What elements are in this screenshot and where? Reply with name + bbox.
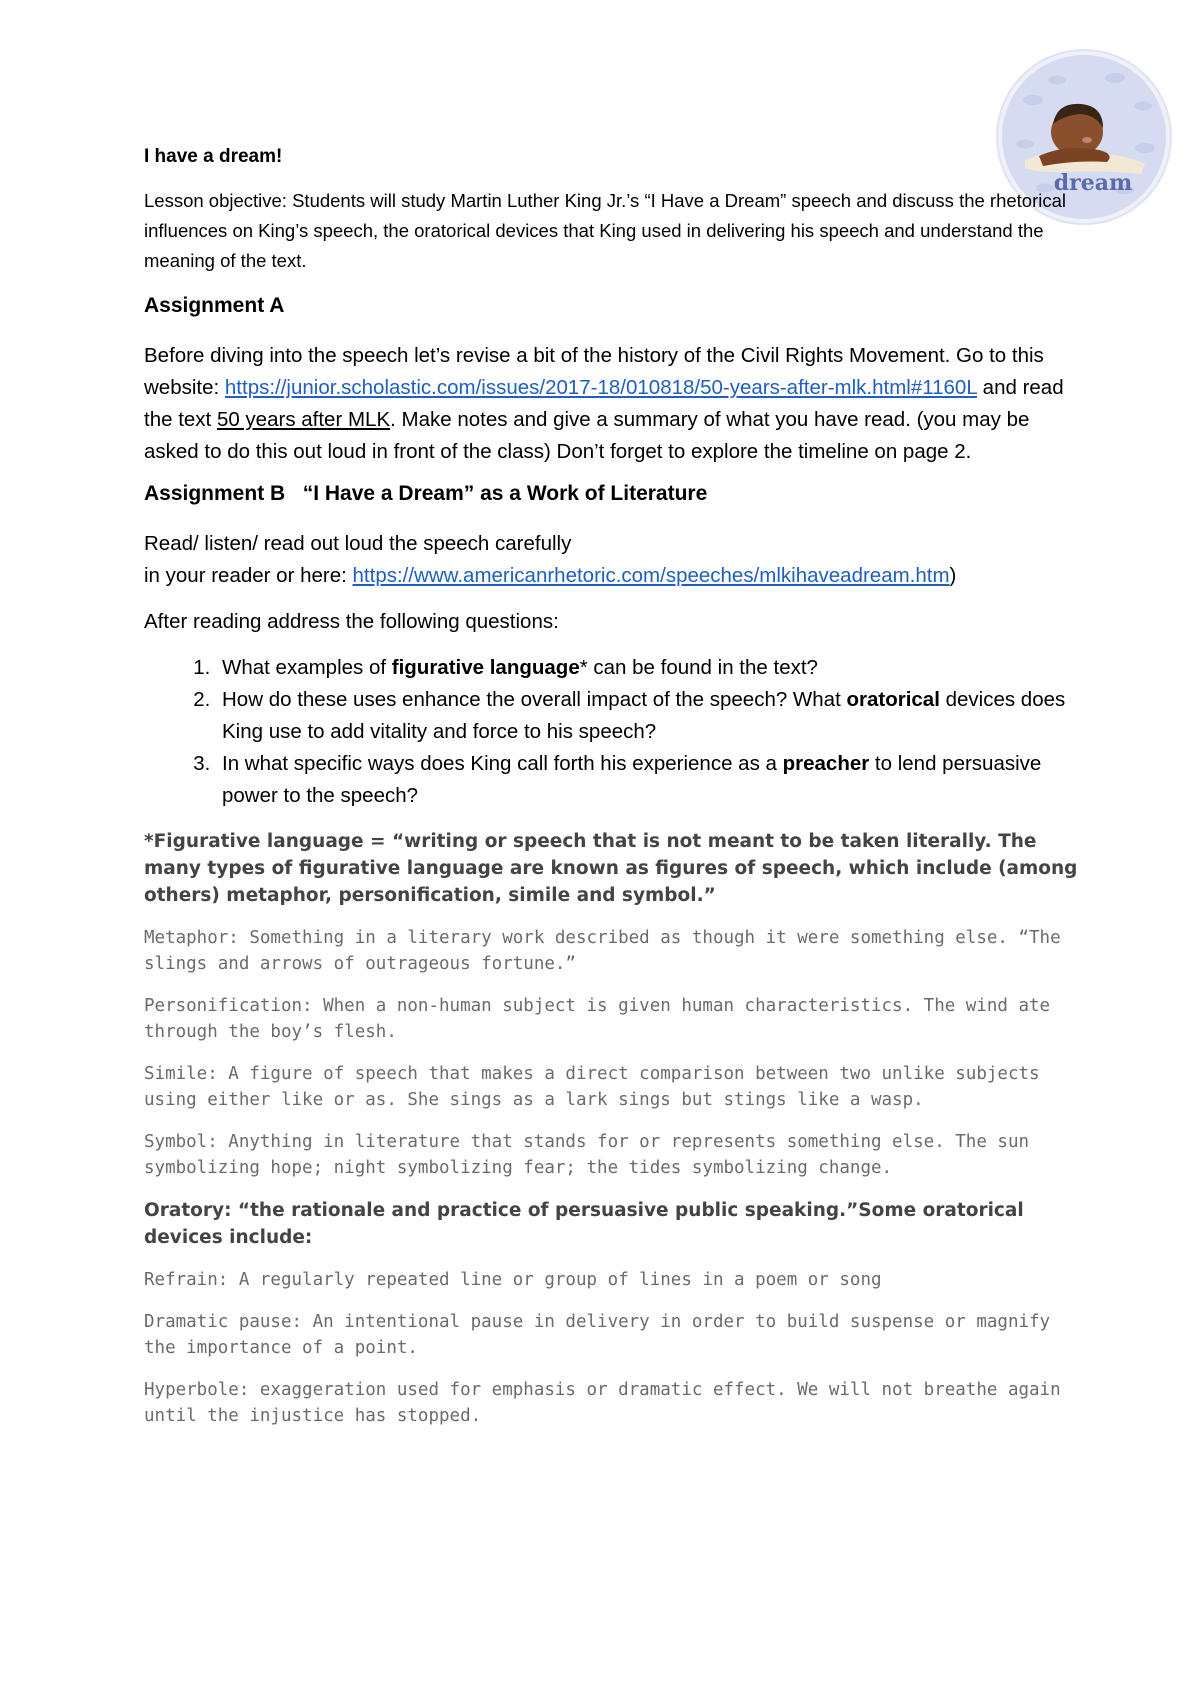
- read-instruction: Read/ listen/ read out loud the speech carefully: [144, 532, 572, 555]
- oratory-text: “the rationale and practice of persuasive public speaking.”Some oratorical devices include:: [144, 1200, 1024, 1248]
- article-title: 50 years after MLK: [216, 408, 391, 431]
- dramatic-pause-definition: Dramatic pause: An intentional pause in delivery in order to build suspense or magnify the importance of a point.: [144, 1312, 1051, 1358]
- question-list: [144, 652, 1084, 812]
- hyperbole-definition: Hyperbole: exaggeration used for emphasis or dramatic effect. We will not breathe again until the injustice has stopped.: [144, 1380, 1061, 1426]
- question-text: How do these uses enhance the overall impact of the speech? What: [222, 688, 847, 711]
- metaphor-definition: Metaphor: Something in a literary work described as though it were something else. “The slings and arrows of outrageous fortune.”: [144, 928, 1061, 974]
- assignment-b-read: [144, 528, 1084, 592]
- americanrhetoric-link[interactable]: https://www.americanrhetoric.com/speeches/mlkihaveadream.htm: [352, 564, 950, 587]
- question-keyword: figurative language: [391, 656, 580, 679]
- after-reading: After reading address the following questions:: [144, 610, 559, 633]
- question-text: devices does King use to add vitality and force to his speech?: [222, 688, 1066, 743]
- assignment-a-after: . Make notes and give a summary of what you have read. (you may be asked to do this out loud in front of the class) Don’t forget to explore the timeline on page 2.: [144, 408, 1030, 463]
- figurative-language-definition: *Figurative language = “writing or speech that is not meant to be taken literally. The many types of figurative language are known as figures of speech, which include (among others) metaphor, personification, simile and symbol.”: [144, 831, 1078, 906]
- symbol-definition: Symbol: Anything in literature that stands for or represents something else. The sun symbolizing hope; night symbolizing fear; the tides symbolizing change.: [144, 1132, 1030, 1178]
- document-body: [144, 140, 1084, 1445]
- list-item: [216, 652, 1084, 684]
- assignment-a-heading: Assignment A: [144, 294, 285, 317]
- question-text: What examples of: [222, 656, 392, 679]
- question-text: to lend persuasive power to the speech?: [222, 752, 1042, 807]
- assignment-a-text: [144, 340, 1084, 468]
- logo-label: dream: [1053, 170, 1133, 196]
- assignment-a-intro: Before diving into the speech let’s revise a bit of the history of the Civil Rights Movement. Go to this website:: [144, 344, 1044, 399]
- document-title: I have a dream!: [144, 146, 283, 167]
- assignment-b-heading: Assignment B “I Have a Dream” as a Work of Literature: [144, 482, 708, 505]
- question-text: In what specific ways does King call forth his experience as a: [222, 752, 783, 775]
- lesson-objective: Lesson objective: Students will study Martin Luther King Jr.’s “I Have a Dream” speech and discuss the rhetorical influences on King’s speech, the oratorical devices that King used in delivering his speech and understand the meaning of the text.: [144, 190, 1067, 271]
- simile-definition: Simile: A figure of speech that makes a direct comparison between two unlike subjects using either like or as. She sings as a lark sings but stings like a wasp.: [144, 1064, 1040, 1110]
- refrain-definition: Refrain: A regularly repeated line or group of lines in a poem or song: [144, 1270, 882, 1290]
- question-keyword: preacher: [782, 752, 870, 775]
- question-keyword: oratorical: [846, 688, 940, 711]
- list-item: [216, 684, 1084, 748]
- scholastic-link[interactable]: https://junior.scholastic.com/issues/2017-18/010818/50-years-after-mlk.html#1160L: [224, 376, 977, 399]
- oratory-term: Oratory:: [144, 1200, 232, 1221]
- read-location: in your reader or here:: [144, 564, 353, 587]
- read-suffix: ): [949, 564, 957, 587]
- question-text: * can be found in the text?: [579, 656, 818, 679]
- oratory-definition: [144, 1197, 1084, 1251]
- assignment-a-mid: and read the text: [144, 376, 1064, 431]
- list-item: [216, 748, 1084, 812]
- personification-definition: Personification: When a non-human subject is given human characteristics. The wind ate through the boy’s flesh.: [144, 996, 1051, 1042]
